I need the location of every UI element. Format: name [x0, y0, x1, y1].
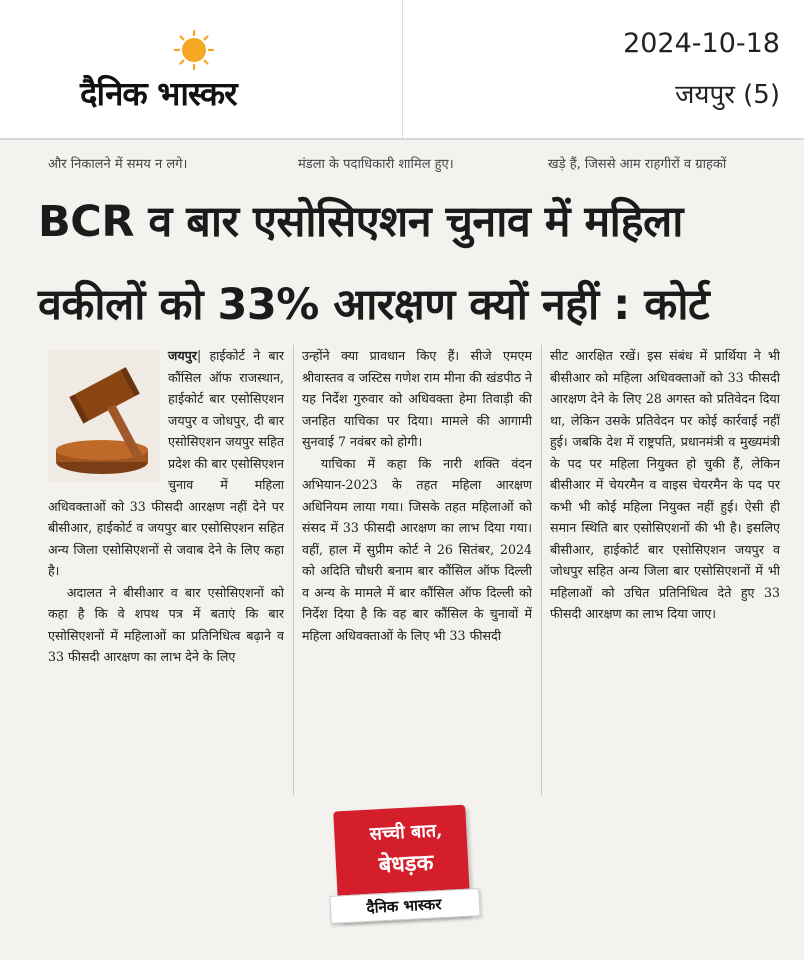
- dateline: जयपुर: [168, 348, 197, 363]
- headline-line-1: BCR व बार एसोसिएशन चुनाव में महिला: [38, 197, 683, 247]
- article-column-1: [48, 345, 284, 805]
- gavel-image: [48, 350, 160, 482]
- promo-brand-text: दैनिक भास्कर: [366, 895, 442, 917]
- cutoff-text-middle: मंडला के पदाधिकारी शामिल हुए।: [298, 157, 454, 172]
- paragraph-text: हाईकोर्ट ने बार कौंसिल ऑफ राजस्थान, हाईकोर्ट बार एसोसिएशन जयपुर व जोधपुर, दी बार एसोसिएशन जयपुर सहित प्रदेश की बार एसोसिएशन चुनाव में महिला अधिवक्ताओं को 33 फीसदी आरक्षण नहीं देने पर बीसीआर, हाईकोर्ट व जयपुर बार एसोसिएशन सहित अन्य जिला एसोसिएशनों से जवाब देने के लिए कहा है।: [48, 348, 284, 578]
- edition-city-page: जयपुर (5): [675, 80, 780, 110]
- paragraph: याचिका में कहा कि नारी शक्ति वंदन अभियान-2023 के तहत महिला आरक्षण अधिनियम लाया गया। जिसके तहत महिलाओं को संसद में 33 फीसदी आरक्षण का लाभ दिया गया। वहीं, हाल में सुप्रीम कोर्ट ने 26 सितंबर, 2024 को अदिति चौधरी बनाम बार कौंसिल ऑफ दिल्ली व अन्य के मामले में बार कौंसिल ऑफ दिल्ली को निर्देश दिया है कि वह बार कौंसिल के चुनावों में महिला अधिवक्ताओं के लिए भी 33 फीसदी: [302, 455, 532, 643]
- paragraph: सीट आरक्षित रखें। इस संबंध में प्रार्थिया ने भी बीसीआर को महिला अधिवक्ताओं को 33 फीसदी आरक्षण देने के लिए 28 अगस्त को प्रतिवेदन दिया था, लेकिन उसके प्रतिवेदन पर कोई कार्रवाई नहीं हुई। जबकि देश में राष्ट्रपति, प्रधानमंत्री व मुख्यमंत्री के पद पर महिला नियुक्त हो चुकी हैं, लेकिन बीसीआर में चेयरमैन व वाइस चेयरमैन के पद पर कभी भी कोई महिला नियुक्त नहीं हुई। ऐसी ही समान स्थिति बार एसोसिएशनों की भी है। इसलिए बीसीआर, हाईकोर्ट बार एसोसिएशन जयपुर व जोधपुर सहित अन्य जिला बार एसोसिएशनों में भी महिलाओं को उचित प्रतिनिधित्व देते हुए 33 फीसदी आरक्षण का लाभ दिया जाए।: [550, 348, 780, 621]
- header-divider: [402, 0, 403, 138]
- promo-tagline-2: बेधड़क: [378, 849, 435, 879]
- cutoff-text-right: खड़े हैं, जिससे आम राहगीरों व ग्राहकों: [548, 157, 727, 172]
- paragraph: अदालत ने बीसीआर व बार एसोसिएशनों को कहा है कि वे शपथ पत्र में बताएं कि बार एसोसिएशनों में महिलाओं का प्रतिनिधित्व बढ़ाने व 33 फीसदी आरक्षण का लाभ देने के लिए: [48, 584, 284, 664]
- paragraph: जयपुर| हाईकोर्ट ने बार कौंसिल ऑफ राजस्थान, हाईकोर्ट बार एसोसिएशन जयपुर व जोधपुर, दी बार एसोसिएशन जयपुर सहित प्रदेश की बार एसोसिएशन चुनाव में महिला अधिवक्ताओं को 33 फीसदी आरक्षण नहीं देने पर बीसीआर, हाईकोर्ट व जयपुर बार एसोसिएशन सहित अन्य जिला एसोसिएशनों से जवाब देने के लिए कहा है।: [48, 348, 284, 578]
- newspaper-clipping: [0, 140, 804, 960]
- paragraph: उन्होंने क्या प्रावधान किए हैं। सीजे एमएम श्रीवास्तव व जस्टिस गणेश राम मीना की खंडपीठ ने यह निर्देश गुरुवार को अधिवक्ता हेमा तिवाड़ी की जनहित याचिका पर दिया। मामले की आगामी सुनवाई 7 नवंबर को होगी।: [302, 348, 532, 449]
- article-column-2: [302, 345, 532, 805]
- column-divider: [293, 345, 294, 795]
- headline-line-2: वकीलों को 33% आरक्षण क्यों नहीं : कोर्ट: [38, 280, 710, 330]
- brand-logo-text: दैनिक भास्कर: [80, 74, 237, 113]
- column-divider: [541, 345, 542, 795]
- edition-date: 2024-10-18: [623, 28, 780, 59]
- page-header: [0, 0, 804, 140]
- sun-logo-icon: [173, 29, 215, 71]
- promo-tagline-1: सच्ची बात,: [369, 820, 443, 845]
- cutoff-text-left: और निकालने में समय न लगे।: [48, 157, 188, 172]
- promo-badge: [326, 808, 480, 936]
- article-column-3: [550, 345, 780, 805]
